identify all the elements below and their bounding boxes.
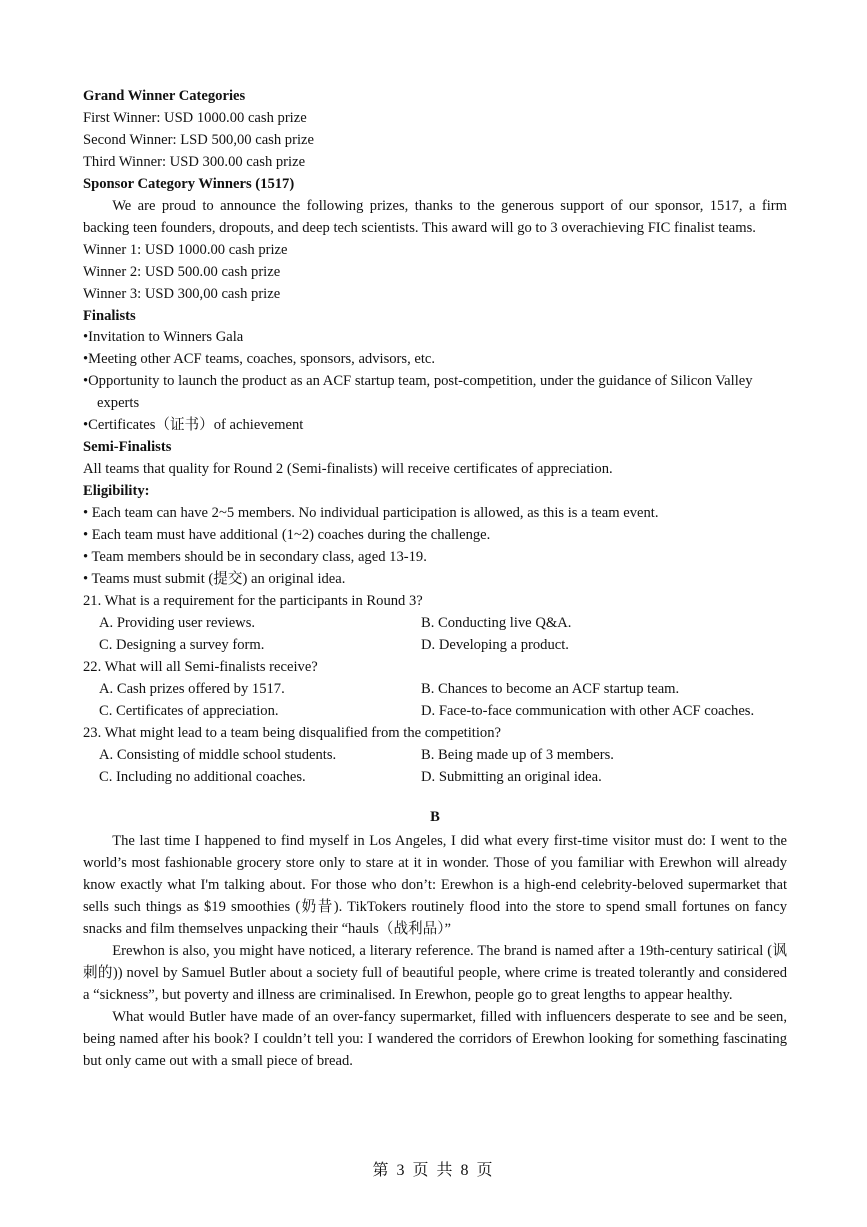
question-21 (83, 591, 787, 657)
option-a: A. Providing user reviews. (99, 614, 256, 631)
question-stem: 22. What will all Semi-finalists receive? (83, 658, 318, 675)
option-b: B. Being made up of 3 members. (421, 746, 614, 763)
semi-finalists-heading: Semi-Finalists (83, 439, 172, 456)
grand-second-winner: Second Winner: LSD 500,00 cash prize (83, 131, 314, 148)
option-c: C. Designing a survey form. (99, 636, 265, 653)
grand-first-winner: First Winner: USD 1000.00 cash prize (83, 109, 307, 126)
grand-third-winner: Third Winner: USD 300.00 cash prize (83, 153, 306, 170)
question-23 (83, 723, 787, 789)
finalists-bullet: •Meeting other ACF teams, coaches, sponsors, advisors, etc. (83, 351, 436, 368)
sponsor-winner-1: Winner 1: USD 1000.00 cash prize (83, 241, 288, 258)
option-c: C. Including no additional coaches. (99, 768, 306, 785)
sponsor-winner-3: Winner 3: USD 300,00 cash prize (83, 285, 281, 302)
section-b-paragraph-2: Erewhon is also, you might have noticed, a literary reference. The brand is named after a 19th-century satirical (讽刺的)) novel by Samuel Butler about a society full of beautiful people, where crime is treated tolerantly and considered a “sickness”, but poverty and illness are criminalised. In Erewhon, people go to great lengths to appear healthy. (83, 943, 787, 1004)
question-stem: 21. What is a requirement for the participants in Round 3? (83, 592, 423, 609)
eligibility-bullet: • Each team must have additional (1~2) coaches during the challenge. (83, 527, 491, 544)
sponsor-heading: Sponsor Category Winners (1517) (83, 175, 295, 192)
page-number-footer: 第 3 页 共 8 页 (372, 1162, 495, 1179)
section-b-label: B (430, 808, 440, 825)
semi-finalists-text: All teams that quality for Round 2 (Semi-finalists) will receive certificates of appreciation. (83, 461, 613, 478)
question-22 (83, 657, 787, 723)
option-b: B. Chances to become an ACF startup team. (421, 680, 680, 697)
sponsor-paragraph: We are proud to announce the following prizes, thanks to the generous support of our sponsor, 1517, a firm backing teen founders, dropouts, and deep tech scientists. This award will go to 3 overachieving FIC finalist teams. (83, 197, 787, 236)
option-d: D. Submitting an original idea. (421, 768, 602, 785)
question-options (83, 613, 787, 657)
option-d: D. Developing a product. (421, 636, 569, 653)
document-page (83, 86, 787, 1073)
grand-winner-heading: Grand Winner Categories (83, 88, 246, 104)
question-options (83, 745, 787, 789)
option-d: D. Face-to-face communication with other ACF coaches. (421, 702, 755, 719)
eligibility-bullet: • Team members should be in secondary class, aged 13-19. (83, 549, 427, 566)
option-c: C. Certificates of appreciation. (99, 702, 279, 719)
finalists-bullet: •Invitation to Winners Gala (83, 329, 244, 346)
eligibility-bullet: • Each team can have 2~5 members. No individual participation is allowed, as this is a team event. (83, 505, 659, 522)
section-b-paragraph-3: What would Butler have made of an over-fancy supermarket, filled with influencers desperate to see and be seen, being named after his book? I couldn’t tell you: I wandered the corridors of Erewhon looking for something fascinating but only came out with a small piece of bread. (83, 1009, 787, 1069)
finalists-heading: Finalists (83, 307, 136, 324)
question-options (83, 679, 787, 723)
question-stem: 23. What might lead to a team being disqualified from the competition? (83, 724, 501, 741)
option-a: A. Cash prizes offered by 1517. (99, 680, 285, 697)
eligibility-heading: Eligibility: (83, 483, 150, 500)
option-b: B. Conducting live Q&A. (421, 614, 572, 631)
finalists-bullet: •Certificates（证书）of achievement (83, 417, 304, 434)
section-b-paragraph-1: The last time I happened to find myself in Los Angeles, I did what every first-time visitor must do: I went to the world’s most fashionable grocery store only to stare at it in wonder. Those of you familiar with Erewhon will already know exactly what I'm talking about. For those who don’t: Erewhon is a high-end celebrity-beloved supermarket that sells such things as $19 smoothies (奶昔). TikTokers routinely flood into the store to spend small fortunes on fancy snacks and film themselves unpacking their “hauls（战利品）” (83, 833, 787, 938)
finalists-bullet: •Opportunity to launch the product as an ACF startup team, post-competition, under the guidance of Silicon Valley experts (83, 373, 753, 412)
sponsor-winner-2: Winner 2: USD 500.00 cash prize (83, 263, 281, 280)
eligibility-bullet: • Teams must submit (提交) an original idea. (83, 570, 346, 587)
option-a: A. Consisting of middle school students. (99, 746, 337, 763)
